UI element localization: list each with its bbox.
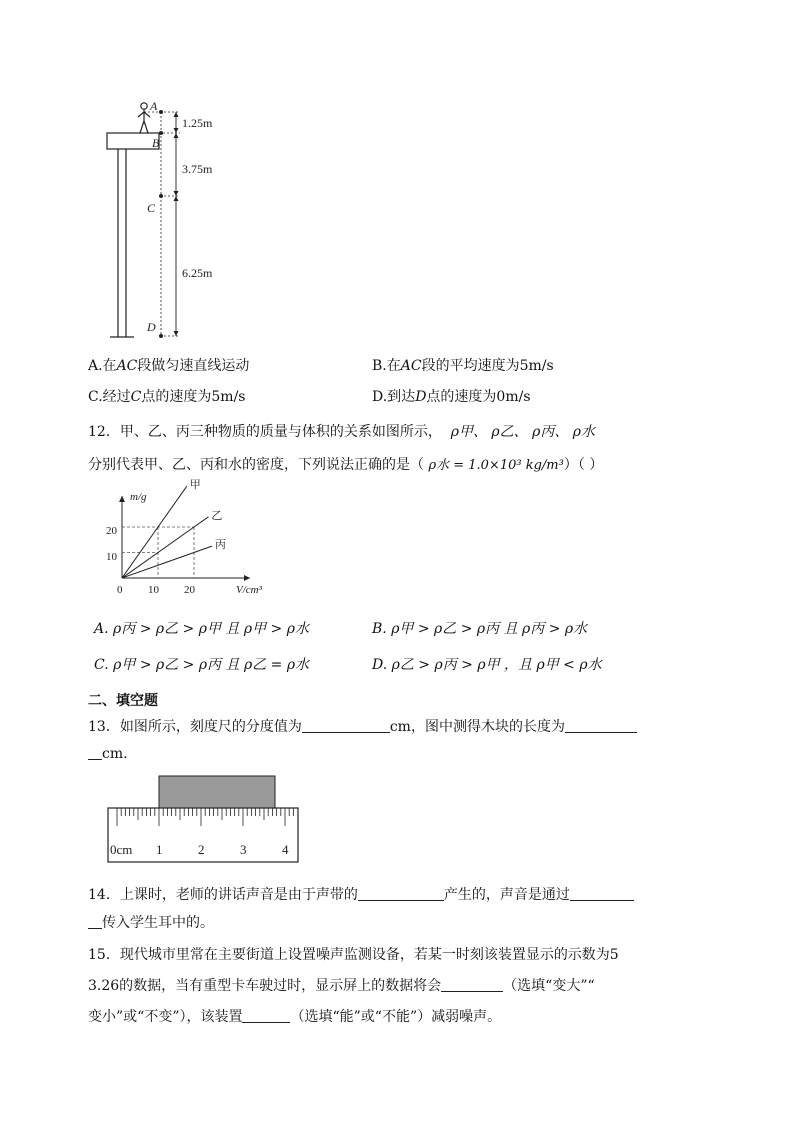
point-c: C: [147, 201, 156, 215]
x-axis-arrow: [244, 575, 250, 581]
y-axis-label: m/g: [130, 491, 147, 503]
q14-blank-1[interactable]: [358, 886, 444, 901]
ruler-label-4: 4: [282, 842, 289, 857]
q14-blank-2a[interactable]: [570, 886, 634, 901]
ruler-label-2: 2: [198, 842, 205, 857]
q11-option-b[interactable]: B.在AC段的平均速度为5m/s: [372, 358, 554, 374]
segment-bc: 3.75m: [182, 162, 213, 176]
q11-option-d[interactable]: D.到达D点的速度为0m/s: [372, 389, 531, 405]
x-tick-20: 20: [184, 584, 195, 596]
q15-blank-1[interactable]: [441, 977, 503, 992]
mass-volume-chart: [100, 479, 270, 598]
x-tick-10: 10: [148, 584, 159, 596]
y-axis-arrow: [119, 496, 125, 502]
q13-blank-2b[interactable]: [88, 745, 102, 760]
height-diagram: [100, 95, 240, 345]
q15-blank-2[interactable]: [242, 1008, 290, 1023]
person-head: [141, 103, 147, 109]
point-a: A: [150, 99, 158, 113]
q11-option-a[interactable]: A.在AC段做匀速直线运动: [88, 358, 250, 374]
q12-option-d[interactable]: D. ρ乙 > ρ丙 > ρ甲 ，且 ρ甲 < ρ水: [372, 657, 602, 673]
wooden-block: [159, 776, 275, 808]
ruler-label-3: 3: [240, 842, 247, 857]
series-label-2: 乙: [211, 509, 223, 522]
q13-line1: 13．如图所示，刻度尺的分度值为 cm，图中测得木块的长度为: [88, 716, 637, 736]
q12-option-b[interactable]: B. ρ甲 > ρ乙 > ρ丙 且 ρ丙 > ρ水: [372, 621, 588, 637]
q12-line1: 12．甲、乙、丙三种物质的质量与体积的关系如图所示， ρ甲、 ρ乙、 ρ丙、 ρ水: [88, 424, 596, 440]
segment-ab: 1.25m: [182, 116, 213, 130]
q15-line3: 变小”或“不变”），该装置 （选填“能”或“不能”）减弱噪声。: [88, 1009, 502, 1025]
point-d: D: [147, 320, 156, 334]
y-tick-20: 20: [106, 525, 117, 537]
point-b: B: [152, 136, 160, 150]
ruler-figure: [100, 772, 310, 867]
series-label-1: 甲: [189, 479, 201, 492]
q12-option-a[interactable]: A. ρ丙 > ρ乙 > ρ甲 且 ρ甲 > ρ水: [94, 621, 309, 637]
q13-line2: cm.: [88, 745, 128, 762]
q14-blank-2b[interactable]: [88, 914, 102, 929]
q12-option-c[interactable]: C. ρ甲 > ρ乙 > ρ丙 且 ρ乙 = ρ水: [94, 657, 310, 673]
ruler-label-0: 0cm: [110, 842, 133, 857]
series-line-2: [122, 517, 208, 578]
x-axis-label: V/cm³: [236, 584, 262, 596]
ruler-label-1: 1: [156, 842, 163, 857]
section-title: 二、填空题: [88, 693, 158, 709]
q14-line1: 14．上课时，老师的讲话声音是由于声带的 产生的，声音是通过: [88, 884, 634, 904]
series-line-3: [122, 546, 212, 578]
q13-blank-2a[interactable]: [565, 718, 637, 733]
q15-line2: 3.26的数据，当有重型卡车驶过时，显示屏上的数据将会 （选填“变大”“: [88, 978, 595, 994]
q13-blank-1[interactable]: [302, 718, 390, 733]
series-label-3: 丙: [215, 539, 226, 552]
q12-line2: 分别代表甲、乙、丙和水的密度，下列说法正确的是（ ρ水 = 1.0×10³ kg/m³）（ ）: [88, 457, 604, 473]
q14-line2: 传入学生耳中的。: [88, 912, 214, 932]
q11-option-c[interactable]: C.经过C点的速度为5m/s: [88, 389, 246, 405]
segment-cd: 6.25m: [182, 266, 213, 280]
q15-line1: 15．现代城市里常在主要街道上设置噪声监测设备，若某一时刻该装置显示的示数为5: [88, 947, 619, 963]
origin-label: 0: [117, 584, 123, 596]
y-tick-10: 10: [106, 551, 117, 563]
